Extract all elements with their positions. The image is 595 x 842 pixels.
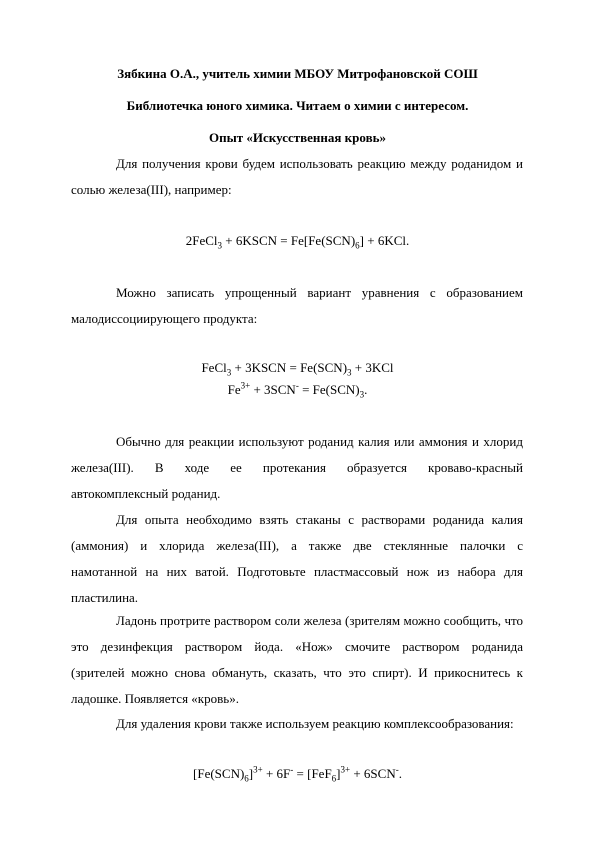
- paragraph-2-line-1: Можно записать упрощенный вариант уравнения с образованием: [116, 285, 523, 300]
- equation-3-render: $Fe^{3+} + 3SCN^- = Fe(SCN)_3$.: [227, 380, 368, 400]
- paragraph-2-line-2: малодиссоциирующего продукта:: [71, 311, 258, 326]
- equation-2: [0, 360, 595, 376]
- equation-1-render: 2FeCl$_3$ + 6KSCN = $Fe[Fe(SCN)_6] + 6KCl$.: [185, 233, 410, 251]
- paragraph-3-line-1: Обычно для реакции используют роданид калия или аммония и хлорид: [116, 434, 523, 449]
- equation-2-render: FeCl$_3$ + 3KSCN = $Fe(SCN)_3 + 3KCl$: [201, 360, 394, 378]
- paragraph-5-line-1: Ладонь протрите раствором соли железа (зрителям можно сообщить, что: [116, 613, 523, 628]
- paragraph-1-line-2: солью железа(III), например:: [71, 182, 232, 197]
- paragraph-5-line-4: ладошке. Появляется «кровь».: [71, 691, 239, 706]
- series-line: Библиотечка юного химика. Читаем о химии с интересом.: [126, 98, 469, 113]
- equation-4: [0, 766, 595, 782]
- paragraph-5-line-3: (зрителей можно снова обмануть, сказать, что это спирт). И прикоснитесь к: [71, 665, 523, 680]
- equation-3: [0, 382, 595, 398]
- paragraph-6-line-1: Для удаления крови также используем реакцию комплексообразования:: [116, 716, 514, 731]
- paragraph-4-line-2: (аммония) и хлорида железа(III), а также две стеклянные палочки с: [71, 538, 523, 553]
- equation-1: [0, 233, 595, 249]
- paragraph-5-line-2: это дезинфекция раствором йода. «Нож» смочите раствором роданида: [71, 639, 523, 654]
- paragraph-3-line-2: железа(III). В ходе ее протекания образуется кроваво-красный: [71, 460, 523, 475]
- paragraph-4-line-4: пластилина.: [71, 590, 139, 605]
- equation-4-render: $[Fe(SCN)_6]^{3+} + 6F^- = [FeF_6]^{3+} + 6SCN^-$.: [193, 764, 402, 784]
- paragraph-1-line-1: Для получения крови будем использовать реакцию между роданидом и: [116, 156, 523, 171]
- experiment-title: Опыт «Искусственная кровь»: [209, 130, 386, 145]
- paragraph-4-line-3: намотанной на них ватой. Подготовьте пластмассовый нож из набора для: [71, 564, 523, 579]
- paragraph-3-line-3: автокомплексный роданид.: [71, 486, 221, 501]
- paragraph-4-line-1: Для опыта необходимо взять стаканы с растворами роданида калия: [116, 512, 523, 527]
- author-line: Зябкина О.А., учитель химии МБОУ Митрофановской СОШ: [117, 66, 478, 81]
